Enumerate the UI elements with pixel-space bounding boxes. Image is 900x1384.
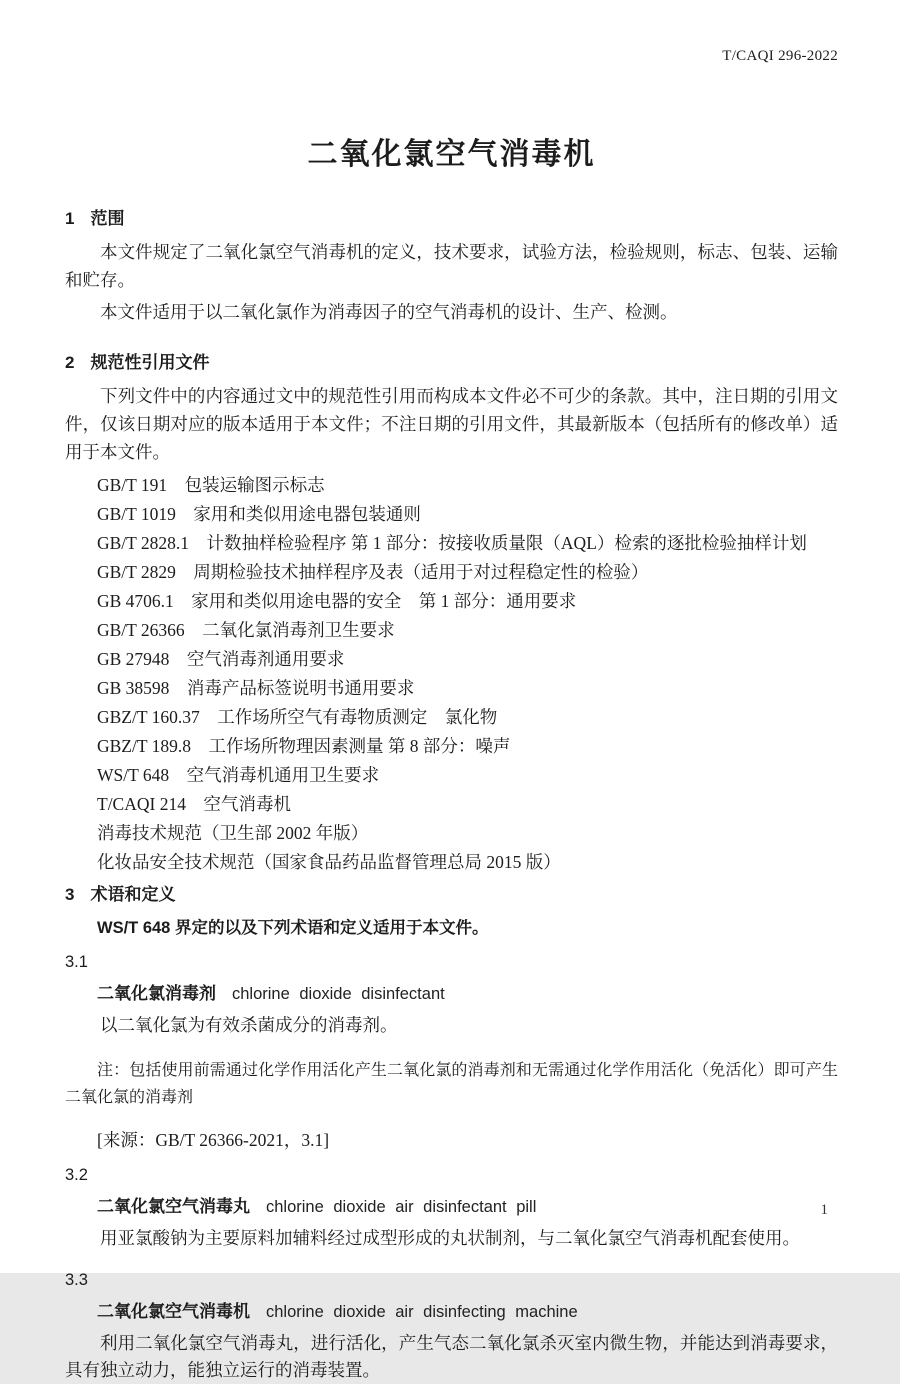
term-name-zh: 二氧化氯空气消毒机: [97, 1302, 250, 1321]
section-3-title: 术语和定义: [90, 885, 176, 904]
reference-item: GB/T 1019 家用和类似用途电器包装通则: [97, 504, 421, 524]
section-1-title: 范围: [90, 209, 125, 228]
section-3-number: 3: [65, 885, 75, 904]
reference-item: T/CAQI 214 空气消毒机: [97, 794, 291, 814]
reference-item: 消毒技术规范（卫生部 2002 年版）: [97, 823, 369, 843]
term-name-en: chlorine dioxide disinfectant: [232, 985, 445, 1003]
reference-list: [65, 471, 838, 877]
reference-item: GB/T 26366 二氧化氯消毒剂卫生要求: [97, 620, 395, 640]
doc-code-header: T/CAQI 296-2022: [722, 48, 838, 64]
term-name-zh: 二氧化氯空气消毒丸: [97, 1196, 250, 1216]
page-number: 1: [820, 1202, 828, 1218]
term-definition: 利用二氧化氯空气消毒丸，进行活化，产生气态二氧化氯杀灭室内微生物，并能达到消毒要求，具有独立动力，能独立运行的消毒装置。: [65, 1333, 838, 1380]
reference-item: GB 38598 消毒产品标签说明书通用要求: [97, 678, 415, 698]
document-title: 二氧化氯空气消毒机: [307, 138, 596, 171]
term-definition: 以二氧化氯为有效杀菌成分的消毒剂。: [100, 1015, 398, 1035]
term-number: 3.2: [65, 1165, 88, 1184]
term-line: [65, 982, 838, 1007]
reference-item: GB 27948 空气消毒剂通用要求: [97, 649, 345, 669]
term-name-en: chlorine dioxide air disinfecting machine: [266, 1303, 578, 1321]
term-line: [65, 1300, 838, 1325]
reference-item: GB/T 191 包装运输图示标志: [97, 475, 325, 495]
section-2-intro: 下列文件中的内容通过文中的规范性引用而构成本文件必不可少的条款。其中，注日期的引用文件，仅该日期对应的版本适用于本文件；不注日期的引用文件，其最新版本（包括所有的修改单）适用于本文件。: [65, 386, 838, 462]
reference-item: GBZ/T 189.8 工作场所物理因素测量 第 8 部分：噪声: [97, 736, 511, 756]
section-2-number: 2: [65, 353, 75, 372]
term-line: [65, 1195, 838, 1220]
reference-item: GBZ/T 160.37 工作场所空气有毒物质测定 氯化物: [97, 707, 498, 727]
term-note: 注：包括使用前需通过化学作用活化产生二氧化氯的消毒剂和无需通过化学作用活化（免活化）即可产生二氧化氯的消毒剂: [65, 1061, 838, 1106]
term-number: 3.1: [65, 953, 88, 971]
reference-item: GB/T 2828.1 计数抽样检验程序 第 1 部分：按接收质量限（AQL）检索的逐批检验抽样计划: [97, 533, 807, 553]
term-source: [来源：GB/T 26366-2021，3.1]: [97, 1129, 330, 1150]
section-2-heading: [65, 351, 838, 375]
reference-item: GB/T 2829 周期检验技术抽样程序及表（适用于对过程稳定性的检验）: [97, 562, 649, 582]
section-1-heading: [65, 207, 838, 231]
term-name-en: chlorine dioxide air disinfectant pill: [266, 1197, 537, 1216]
section-1-number: 1: [65, 209, 75, 228]
reference-item: WS/T 648 空气消毒机通用卫生要求: [97, 765, 380, 785]
term-definition: 用亚氯酸钠为主要原料加辅料经过成型形成的丸状制剂，与二氧化氯空气消毒机配套使用。: [100, 1227, 800, 1248]
section-2-title: 规范性引用文件: [90, 353, 210, 372]
reference-item: GB 4706.1 家用和类似用途电器的安全 第 1 部分：通用要求: [97, 591, 577, 611]
section-1-paragraph-1: 本文件规定了二氧化氯空气消毒机的定义，技术要求，试验方法，检验规则，标志、包装、运输和贮存。: [65, 242, 838, 290]
term-number: 3.3: [65, 1271, 88, 1289]
section-1-paragraph-2: 本文件适用于以二氧化氯作为消毒因子的空气消毒机的设计、生产、检测。: [100, 302, 678, 322]
term-name-zh: 二氧化氯消毒剂: [97, 984, 216, 1003]
reference-item: 化妆品安全技术规范（国家食品药品监督管理总局 2015 版）: [97, 852, 561, 872]
section-3-intro: WS/T 648 界定的以及下列术语和定义适用于本文件。: [97, 919, 489, 937]
section-3-heading: [65, 883, 838, 907]
